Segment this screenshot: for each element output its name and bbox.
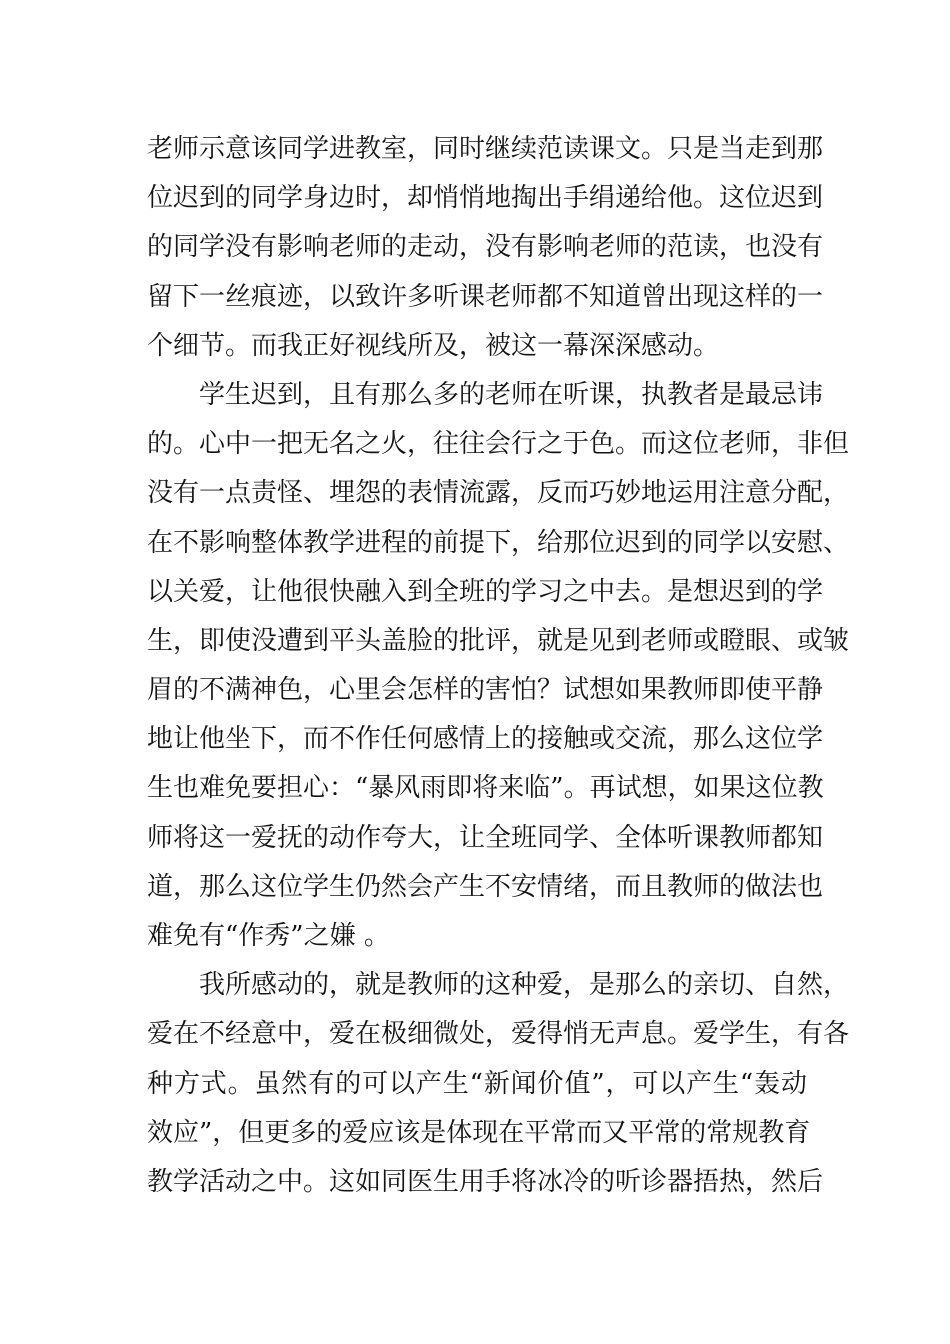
- text-line: 我所感动的，就是教师的这种爱，是那么的亲切、自然，: [199, 970, 850, 1001]
- text-line: 没有一点责怪、埋怨的表情流露，反而巧妙地运用注意分配，: [147, 478, 850, 509]
- text-line: 眉的不满神色，心里会怎样的害怕？试想如果教师即使平静: [147, 675, 824, 706]
- text-line: 留下一丝痕迹，以致许多听课老师都不知道曾出现这样的一: [147, 281, 824, 312]
- text-line: 生，即使没遭到平头盖脸的批评，就是见到老师或瞪眼、或皱: [147, 625, 850, 656]
- text-line: 学生迟到，且有那么多的老师在听课，执教者是最忌讳: [199, 379, 824, 410]
- text-line: 老师示意该同学进教室，同时继续范读课文。只是当走到那: [147, 134, 824, 164]
- text-line: 位迟到的同学身边时，却悄悄地掏出手绢递给他。这位迟到: [147, 183, 824, 214]
- text-line: 以关爱，让他很快融入到全班的学习之中去。是想迟到的学: [147, 576, 824, 607]
- text-line: 效应”，但更多的爱应该是体现在平常而又平常的常规教育: [147, 1117, 811, 1148]
- text-line: 道，那么这位学生仍然会产生不安情绪，而且教师的做法也: [147, 871, 824, 902]
- text-line: 爱在不经意中，爱在极细微处，爱得悄无声息。爱学生，有各: [147, 1019, 850, 1050]
- text-line: 个细节。而我正好视线所及，被这一幕深深感动。: [147, 330, 720, 361]
- text-line: 在不影响整体教学进程的前提下，给那位迟到的同学以安慰、: [147, 527, 850, 558]
- text-line: 教学活动之中。这如同医生用手将冰冷的听诊器捂热，然后: [147, 1166, 824, 1197]
- text-line: 师将这一爱抚的动作夸大，让全班同学、全体听课教师都知: [147, 822, 824, 853]
- text-line: 地让他坐下，而不作任何感情上的接触或交流，那么这位学: [147, 724, 824, 755]
- text-line: 难免有“作秀”之嫌 。: [147, 921, 390, 951]
- body-text: [147, 125, 850, 1207]
- text-line: 种方式。虽然有的可以产生“新闻价值”，可以产生“轰动: [147, 1068, 807, 1099]
- text-line: 生也难免要担心：“暴风雨即将来临”。再试想，如果这位教: [147, 773, 824, 804]
- text-line: 的。心中一把无名之火，往往会行之于色。而这位老师，非但: [147, 429, 850, 460]
- text-line: 的同学没有影响老师的走动，没有影响老师的范读，也没有: [147, 232, 824, 263]
